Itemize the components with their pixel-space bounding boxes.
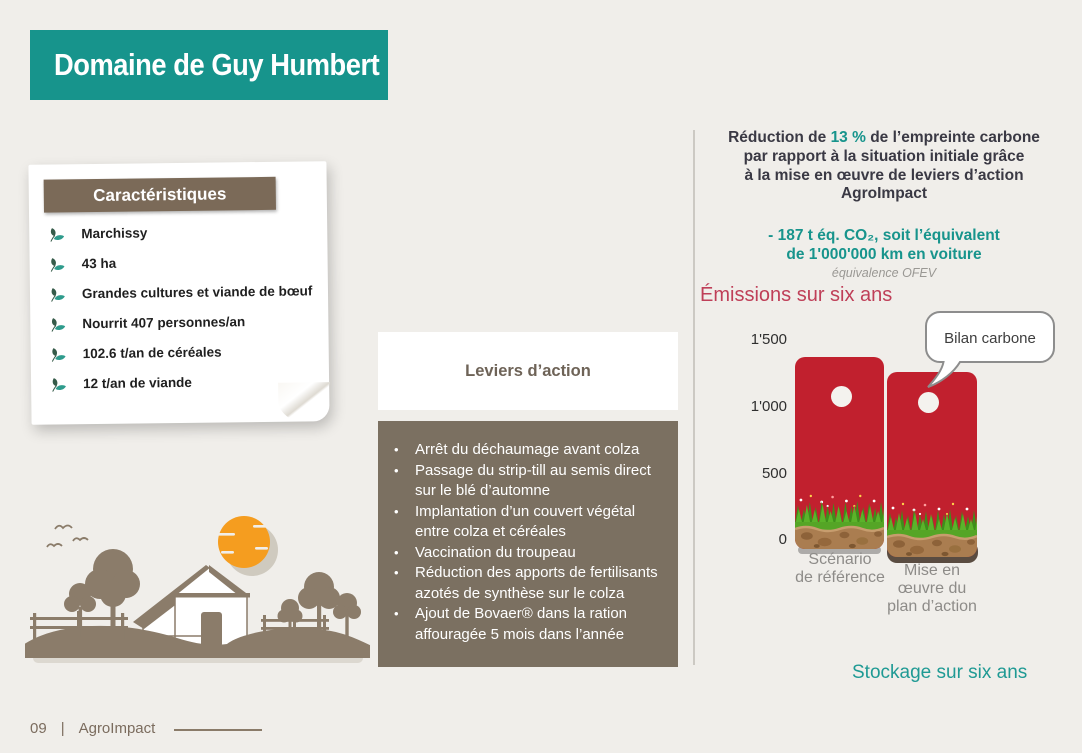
characteristic-label: 12 t/an de viande (83, 374, 192, 392)
co2-equivalence (700, 226, 1068, 264)
equivalence-line-2: de 1'000'000 km en voiture (786, 246, 982, 263)
headline-line-1 (700, 129, 1068, 148)
y-axis-tick: 1'000 (750, 398, 787, 415)
grass-soil-illustration (795, 493, 884, 549)
leaf-icon (48, 286, 66, 302)
page-footer (30, 720, 155, 737)
label-line: plan d’action (887, 598, 977, 615)
list-item (31, 371, 329, 397)
characteristic-label: Marchissy (81, 225, 148, 242)
characteristic-label: 102.6 t/an de céréales (82, 344, 222, 362)
storage-title: Stockage sur six ans (852, 662, 1028, 683)
y-axis-tick: 500 (761, 465, 787, 482)
lever-item: • Implantation d’un couvert végétal entre colza et céréales (392, 502, 666, 543)
grass-soil-illustration (887, 501, 977, 557)
bar-plan-action (887, 372, 977, 557)
levers-header: Leviers d’action (378, 332, 678, 410)
farm-illustration (25, 495, 370, 670)
page-title: Domaine de Guy Humbert (54, 47, 380, 82)
label-line: œuvre du (897, 580, 967, 597)
leaf-icon (47, 226, 65, 242)
label-line: Mise en (903, 562, 961, 579)
headline-line-3: à la mise en œuvre de leviers d’action (744, 166, 1024, 184)
leaf-icon (49, 376, 67, 392)
headline-line-4: AgroImpact (840, 185, 928, 203)
y-axis-tick: 1'500 (750, 331, 787, 348)
speech-bubble-label: Bilan carbone (944, 330, 1036, 347)
headline-line-2: par rapport à la situation initiale grâce (743, 147, 1025, 165)
list-item (29, 221, 327, 247)
levers-list (378, 421, 678, 667)
lever-item: • Réduction des apports de fertilisants azotés de synthèse sur le colza (392, 563, 666, 604)
list-item (30, 281, 328, 307)
tag-hole (918, 392, 939, 413)
characteristic-label: Nourrit 407 personnes/an (82, 314, 246, 332)
list-item (30, 311, 328, 337)
lever-item: • Ajout de Bovaer® dans la ration affouragée 5 mois dans l’année (392, 604, 666, 645)
x-axis-label-plan (874, 562, 990, 616)
characteristic-label: 43 ha (81, 255, 117, 272)
headline-prefix: Réduction de (728, 129, 831, 146)
leaf-icon (48, 316, 66, 332)
headline-suffix: de l’empreinte carbone (865, 129, 1040, 146)
equivalence-source: équivalence OFEV (831, 266, 937, 280)
brand-name: AgroImpact (78, 720, 156, 737)
label-line: Scénario (808, 551, 872, 568)
sun-icon (218, 516, 270, 568)
tag-hole (831, 386, 852, 407)
birds-icon (47, 526, 88, 548)
characteristic-label: Grandes cultures et viande de bœuf (81, 283, 313, 302)
characteristics-header: Caractéristiques (44, 177, 276, 213)
lever-item: • Passage du strip-till au semis direct sur le blé d’automne (392, 461, 666, 502)
y-axis-tick: 0 (778, 531, 787, 548)
lever-item: • Vaccination du troupeau (392, 543, 666, 564)
page-number: 09 (30, 720, 47, 737)
leaf-icon (48, 256, 66, 272)
page-title-banner (30, 30, 388, 100)
list-item (30, 251, 328, 277)
label-line: de référence (795, 569, 885, 586)
characteristics-card (28, 161, 329, 425)
bar-scenario-reference (795, 357, 884, 549)
footer-rule (174, 729, 262, 731)
list-item (31, 341, 329, 367)
headline-highlight: 13 % (830, 129, 866, 146)
leaf-icon (49, 346, 67, 362)
speech-bubble (916, 310, 1066, 390)
impact-headline (700, 129, 1068, 204)
footer-separator: | (60, 720, 65, 737)
equivalence-line-1: - 187 t éq. CO₂, soit l’équivalent (768, 227, 1000, 244)
chart-title-emissions: Émissions sur six ans (700, 284, 893, 306)
lever-item: • Arrêt du déchaumage avant colza (392, 440, 666, 461)
